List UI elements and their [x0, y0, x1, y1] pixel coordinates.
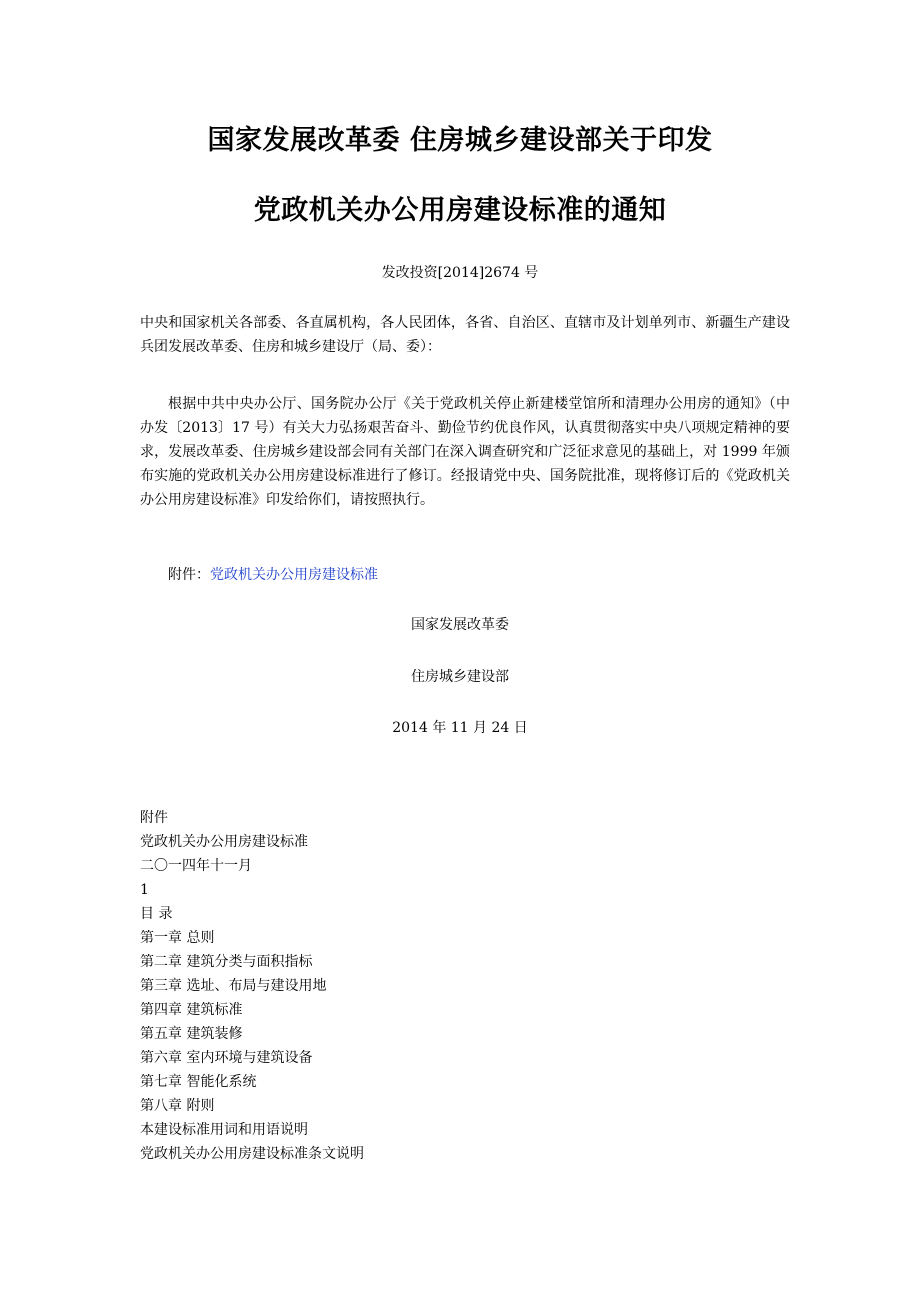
appendix-label: 附件 — [140, 810, 168, 826]
toc-item: 第四章 建筑标准 — [140, 1002, 243, 1018]
attachment-link[interactable]: 党政机关办公用房建设标准 — [210, 567, 378, 583]
toc-item: 第七章 智能化系统 — [140, 1074, 257, 1090]
appendix-title: 党政机关办公用房建设标准 — [140, 834, 308, 850]
toc-item: 第二章 建筑分类与面积指标 — [140, 954, 313, 970]
document-date: 2014 年 11 月 24 日 — [392, 720, 528, 736]
appendix-date: 二〇一四年十一月 — [140, 858, 252, 874]
attachment-label: 附件： — [168, 567, 210, 583]
toc-item: 本建设标准用词和用语说明 — [140, 1122, 308, 1138]
document-number: 发改投资[2014]2674 号 — [381, 265, 539, 281]
document-title-line-2: 党政机关办公用房建设标准的通知 — [253, 195, 667, 226]
attachment-line — [168, 563, 378, 587]
signatory-ndrc: 国家发展改革委 — [411, 617, 509, 633]
document-title-line-1: 国家发展改革委 住房城乡建设部关于印发 — [207, 125, 713, 156]
toc-item: 第一章 总则 — [140, 930, 215, 946]
toc-heading: 目 录 — [140, 906, 173, 922]
appendix-section — [140, 806, 790, 1166]
toc-item: 第五章 建筑装修 — [140, 1026, 243, 1042]
toc-item: 第八章 附则 — [140, 1098, 215, 1114]
toc-item: 第三章 选址、布局与建设用地 — [140, 978, 327, 994]
signatory-mohurd: 住房城乡建设部 — [411, 669, 509, 685]
appendix-page-number: 1 — [140, 882, 149, 898]
addressee-paragraph: 中央和国家机关各部委、各直属机构，各人民团体，各省、自治区、直辖市及计划单列市、新疆生产建设兵团发展改革委、住房和城乡建设厅（局、委）： — [140, 315, 790, 355]
toc-item: 第六章 室内环境与建筑设备 — [140, 1050, 313, 1066]
body-paragraph: 根据中共中央办公厅、国务院办公厅《关于党政机关停止新建楼堂馆所和清理办公用房的通知》（中办发〔2013〕17 号）有关大力弘扬艰苦奋斗、勤俭节约优良作风，认真贯彻落实中央八项规定精神的要求，发展改革委、住房城乡建设部会同有关部门在深入调查研究和广泛征求意见的基础上，对 1999 年颁布实施的党政机关办公用房建设标准进行了修订。经报请党中央、国务院批准，现将修订后的《党政机关办公用房建设标准》印发给你们，请按照执行。 — [140, 396, 790, 508]
toc-item: 党政机关办公用房建设标准条文说明 — [140, 1146, 364, 1162]
